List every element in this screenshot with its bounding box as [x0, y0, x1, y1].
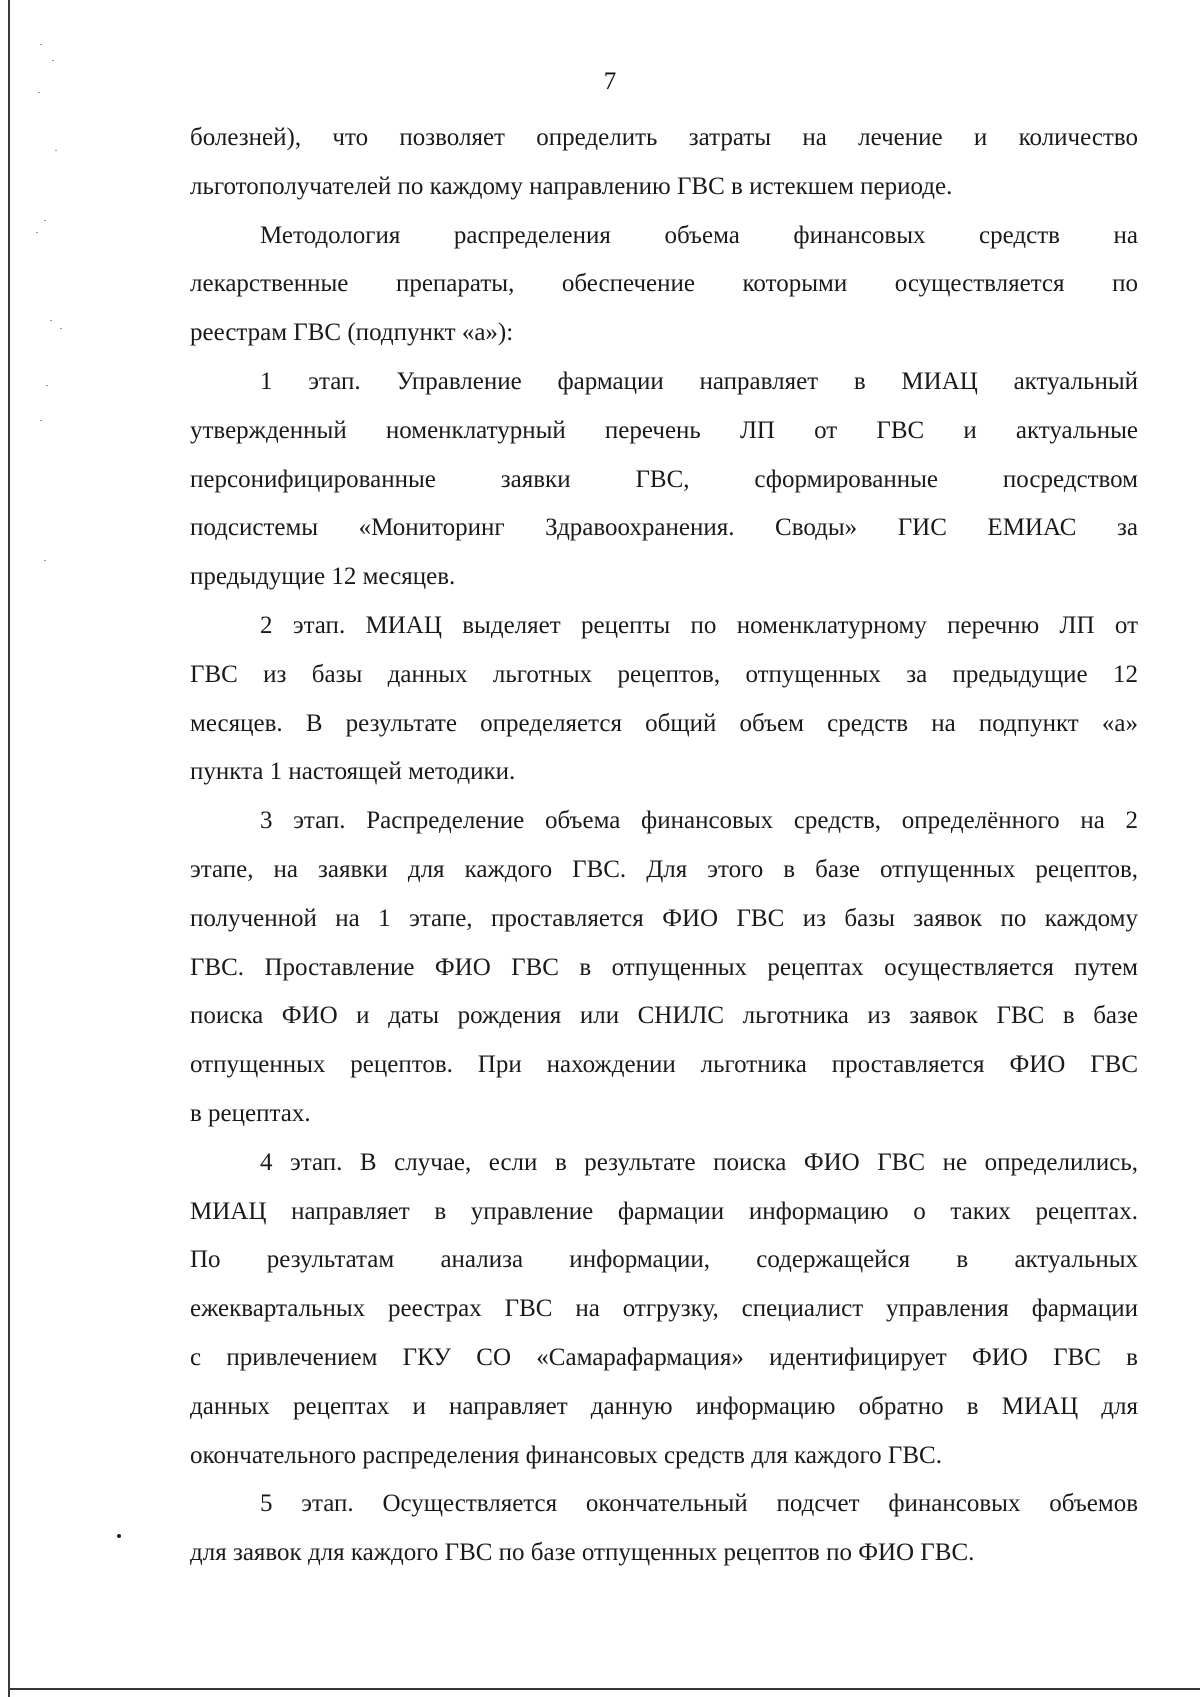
text-line: болезней), что позволяет определить затраты на лечение и количество — [190, 124, 1138, 151]
text-line: данных рецептах и направляет данную информацию обратно в МИАЦ для — [190, 1392, 1138, 1420]
text-line: пункта 1 настоящей методики. — [190, 758, 516, 786]
text-line: 3 этап. Распределение объема финансовых средств, определённого на 2 — [260, 807, 1138, 835]
text-line: утвержденный номенклатурный перечень ЛП от ГВС и актуальные — [190, 416, 1138, 444]
text-line: подсистемы «Мониторинг Здравоохранения. Своды» ГИС ЕМИАС за — [190, 514, 1138, 542]
text-line: отпущенных рецептов. При нахождении льготника проставляется ФИО ГВС — [190, 1051, 1138, 1079]
scan-speckle — [52, 60, 54, 61]
scan-speckle — [38, 92, 40, 93]
scan-speckle — [36, 232, 38, 233]
text-line: Методология распределения объема финансовых средств на — [260, 221, 1138, 249]
scan-speckle — [44, 220, 46, 221]
text-line: льготополучателей по каждому направлению ГВС в истекшем периоде. — [190, 172, 953, 200]
text-line: МИАЦ направляет в управление фармации информацию о таких рецептах. — [190, 1197, 1138, 1225]
scan-speckle — [60, 328, 62, 329]
scan-speckle — [40, 420, 42, 421]
scan-speckle — [40, 44, 42, 45]
text-line: ГВС. Проставление ФИО ГВС в отпущенных рецептах осуществляется путем — [190, 953, 1138, 981]
text-line: окончательного распределения финансовых средств для каждого ГВС. — [190, 1441, 942, 1469]
text-line: месяцев. В результате определяется общий объем средств на подпункт «а» — [190, 709, 1138, 737]
text-line: предыдущие 12 месяцев. — [190, 563, 456, 591]
text-line: поиска ФИО и даты рождения или СНИЛС льготника из заявок ГВС в базе — [190, 1002, 1138, 1030]
text-line: для заявок для каждого ГВС по базе отпущенных рецептов по ФИО ГВС. — [190, 1539, 975, 1567]
text-line: По результатам анализа информации, содержащейся в актуальных — [190, 1246, 1138, 1274]
scan-speckle — [46, 385, 48, 386]
scan-speckle — [55, 150, 57, 151]
text-line: 5 этап. Осуществляется окончательный подсчет финансовых объемов — [260, 1490, 1138, 1518]
scan-left-edge — [8, 0, 10, 1697]
body-text — [190, 114, 1138, 1578]
text-line: ГВС из базы данных льготных рецептов, отпущенных за предыдущие 12 — [190, 660, 1138, 688]
text-line: 2 этап. МИАЦ выделяет рецепты по номенклатурному перечню ЛП от — [260, 611, 1138, 639]
text-line: с привлечением ГКУ СО «Самарафармация» идентифицирует ФИО ГВС в — [190, 1343, 1138, 1371]
text-line: в рецептах. — [190, 1099, 311, 1127]
page-number: 7 — [603, 68, 617, 95]
text-line: персонифицированные заявки ГВС, сформированные посредством — [190, 465, 1138, 493]
text-line: 4 этап. В случае, если в результате поиска ФИО ГВС не определились, — [260, 1148, 1138, 1176]
text-line: ежеквартальных реестрах ГВС на отгрузку, специалист управления фармации — [190, 1295, 1138, 1323]
scan-bottom-edge — [8, 1688, 1200, 1690]
text-line: этапе, на заявки для каждого ГВС. Для этого в базе отпущенных рецептов, — [190, 855, 1138, 883]
scan-dot-mark — [117, 1534, 121, 1538]
text-line: 1 этап. Управление фармации направляет в МИАЦ актуальный — [260, 367, 1138, 395]
scan-speckle — [44, 560, 46, 561]
scan-speckle — [50, 320, 52, 321]
text-line: реестрам ГВС (подпункт «а»): — [190, 319, 514, 347]
text-line: лекарственные препараты, обеспечение которыми осуществляется по — [190, 270, 1138, 298]
text-line: полученной на 1 этапе, проставляется ФИО ГВС из базы заявок по каждому — [190, 904, 1138, 932]
